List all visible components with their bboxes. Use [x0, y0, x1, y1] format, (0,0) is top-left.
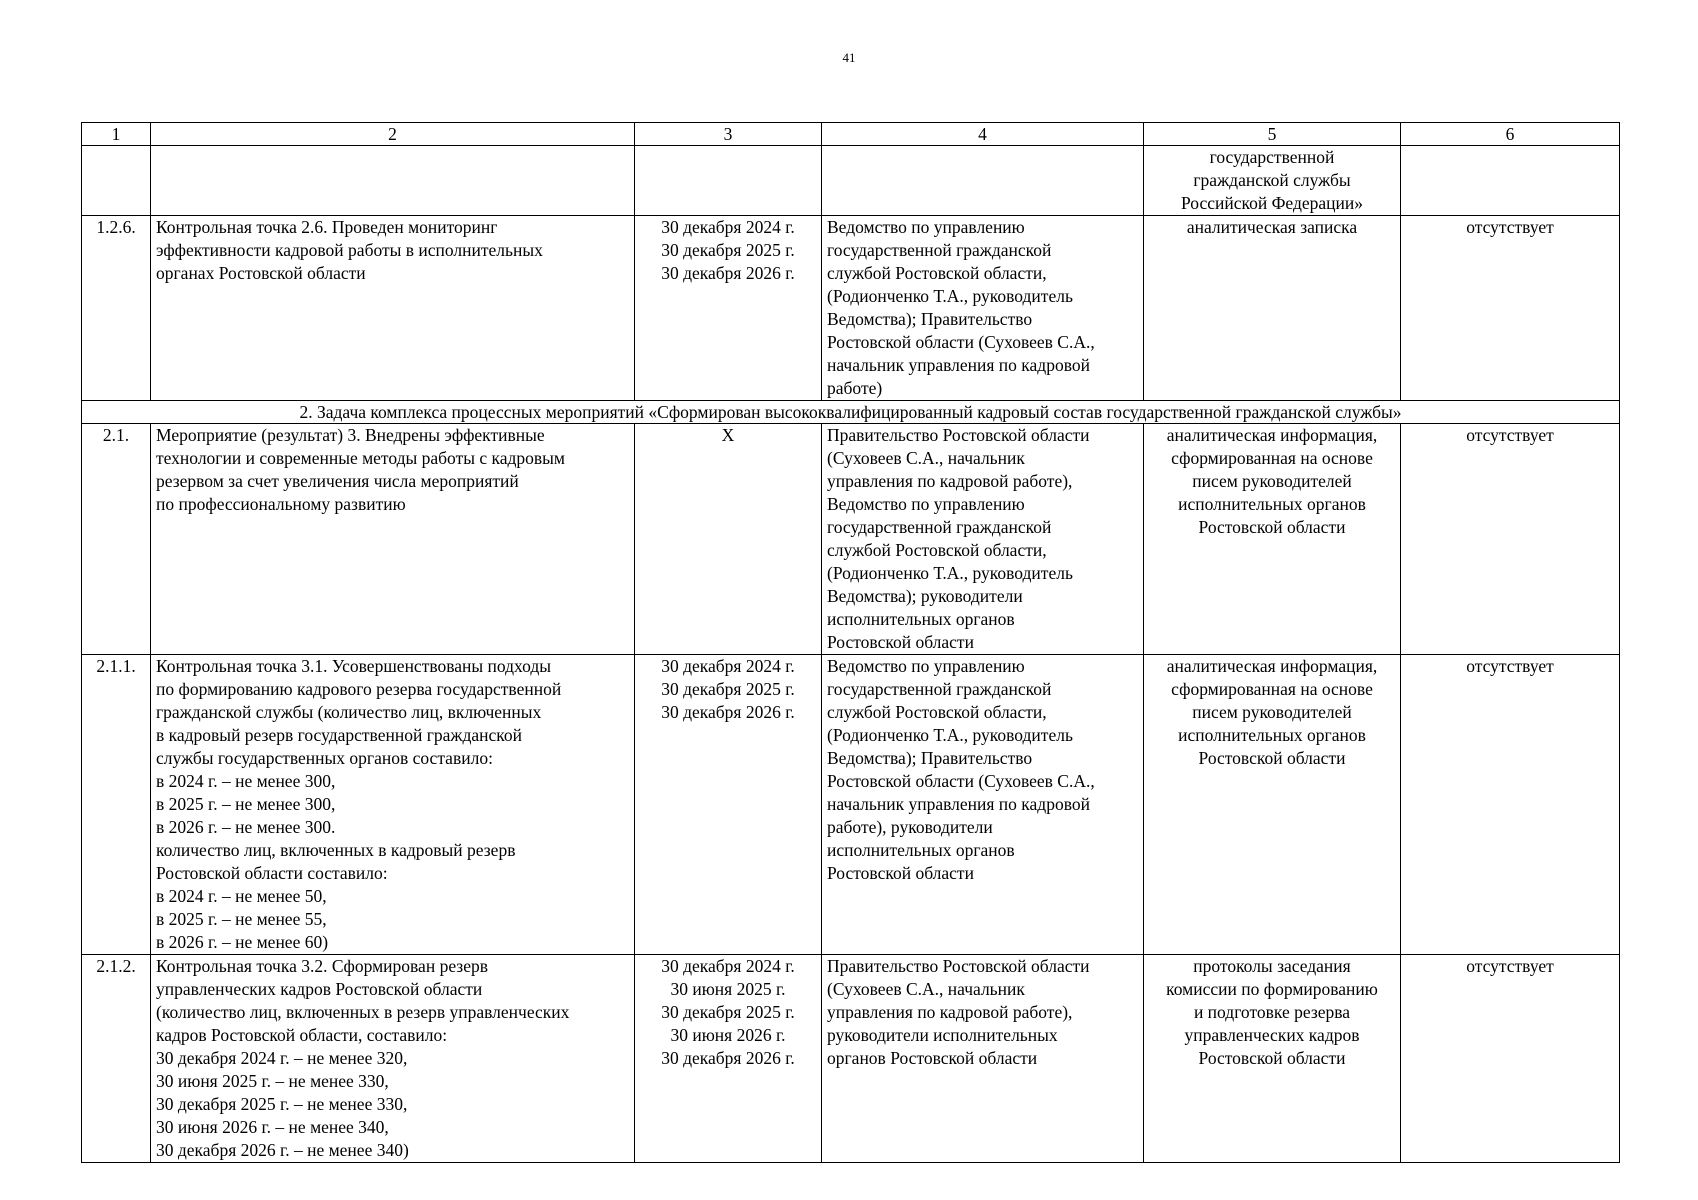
- responsible-line: работе): [827, 378, 883, 398]
- document-line: писем руководителей: [1192, 471, 1352, 491]
- document-line: исполнительных органов: [1178, 725, 1366, 745]
- description-line: Контрольная точка 2.6. Проведен мониторинг: [156, 217, 498, 237]
- description-line: 30 июня 2026 г. – не менее 340,: [156, 1117, 389, 1137]
- responsible-line: исполнительных органов: [827, 609, 1015, 629]
- date-line: 30 декабря 2025 г.: [661, 1002, 795, 1022]
- description-line: гражданской службы (количество лиц, включенных: [156, 702, 542, 722]
- column-number-row: [82, 123, 1620, 146]
- responsible-line: Правительство Ростовской области: [827, 956, 1090, 976]
- page-number: 41: [842, 50, 856, 65]
- description-line: 30 декабря 2026 г. – не менее 340): [156, 1140, 409, 1160]
- cell-dates: [635, 955, 822, 1163]
- cell-document: [1144, 424, 1401, 655]
- document-line: Ростовской области: [1198, 748, 1346, 768]
- column-number: 2: [151, 123, 635, 146]
- document-line: Российской Федерации»: [1180, 193, 1363, 213]
- document-line: сформированная на основе: [1171, 448, 1373, 468]
- description-line: 30 июня 2025 г. – не менее 330,: [156, 1071, 389, 1091]
- date-line: 30 июня 2025 г.: [670, 979, 786, 999]
- date-line: 30 декабря 2025 г.: [661, 679, 795, 699]
- responsible-line: Ростовской области (Суховеев С.А.,: [827, 332, 1095, 352]
- responsible-line: работе), руководители: [827, 817, 993, 837]
- description-line: эффективности кадровой работы в исполнительных: [156, 240, 543, 260]
- document-line: аналитическая информация,: [1166, 656, 1378, 676]
- description-line: Контрольная точка 3.1. Усовершенствованы подходы: [156, 656, 552, 676]
- description-line: количество лиц, включенных в кадровый резерв: [156, 840, 516, 860]
- description-line: в 2026 г. – не менее 300.: [156, 817, 336, 837]
- cell-description: [151, 955, 635, 1163]
- description-line: кадров Ростовской области, составило:: [156, 1025, 448, 1045]
- description-line: по формированию кадрового резерва государственной: [156, 679, 562, 699]
- responsible-line: Ведомства); Правительство: [827, 748, 1033, 768]
- document-line: протоколы заседания: [1193, 956, 1351, 976]
- responsible-line: (Родионченко Т.А., руководитель: [827, 286, 1073, 306]
- document-line: аналитическая информация,: [1166, 425, 1378, 445]
- date-line: 30 июня 2026 г.: [670, 1025, 786, 1045]
- description-line: Ростовской области составило:: [156, 863, 388, 883]
- column-number: 3: [635, 123, 822, 146]
- column-number: 6: [1401, 123, 1620, 146]
- date-line: 30 декабря 2025 г.: [661, 240, 795, 260]
- cell-document: [1144, 146, 1401, 216]
- cell-info: отсутствует: [1401, 424, 1620, 655]
- responsible-line: управления по кадровой работе),: [827, 1002, 1073, 1022]
- column-number: 1: [82, 123, 151, 146]
- cell-responsible: [822, 655, 1144, 955]
- cell-responsible: [822, 216, 1144, 401]
- description-line: (количество лиц, включенных в резерв управленческих: [156, 1002, 570, 1022]
- cell-dates: [635, 146, 822, 216]
- responsible-line: государственной гражданской: [827, 517, 1052, 537]
- date-line: 30 декабря 2024 г.: [661, 656, 795, 676]
- description-line: в кадровый резерв государственной гражданской: [156, 725, 523, 745]
- cell-responsible: [822, 955, 1144, 1163]
- table-row-2-1-1: [82, 655, 1620, 955]
- description-line: в 2025 г. – не менее 55,: [156, 909, 327, 929]
- document-line: гражданской службы: [1193, 170, 1351, 190]
- date-line: 30 декабря 2024 г.: [661, 217, 795, 237]
- description-line: в 2024 г. – не менее 300,: [156, 771, 336, 791]
- description-line: резервом за счет увеличения числа мероприятий: [156, 471, 519, 491]
- document-line: аналитическая записка: [1186, 217, 1358, 237]
- responsible-line: государственной гражданской: [827, 240, 1052, 260]
- responsible-line: Ростовской области: [827, 863, 974, 883]
- description-line: службы государственных органов составило:: [156, 748, 493, 768]
- cell-dates: [635, 216, 822, 401]
- cell-number: 2.1.2.: [82, 955, 151, 1163]
- description-line: технологии и современные методы работы с кадровым: [156, 448, 566, 468]
- responsible-line: руководители исполнительных: [827, 1025, 1058, 1045]
- section-title: 2. Задача комплекса процессных мероприятий «Сформирован высококвалифицированный кадровый состав государственной гражданской службы»: [82, 401, 1620, 424]
- document-line: Ростовской области: [1198, 1048, 1346, 1068]
- responsible-line: (Суховеев С.А., начальник: [827, 448, 1025, 468]
- date-line: X: [721, 425, 735, 445]
- table-row-1-2-6: [82, 216, 1620, 401]
- responsible-line: органов Ростовской области: [827, 1048, 1038, 1068]
- responsible-line: исполнительных органов: [827, 840, 1015, 860]
- description-line: в 2025 г. – не менее 300,: [156, 794, 336, 814]
- document-line: и подготовке резерва: [1193, 1002, 1351, 1022]
- cell-description: [151, 424, 635, 655]
- cell-responsible: [822, 146, 1144, 216]
- description-line: 30 декабря 2025 г. – не менее 330,: [156, 1094, 408, 1114]
- cell-info: [1401, 146, 1620, 216]
- section-header-row: [82, 401, 1620, 424]
- cell-info: отсутствует: [1401, 655, 1620, 955]
- cell-number: 2.1.: [82, 424, 151, 655]
- responsible-line: государственной гражданской: [827, 679, 1052, 699]
- cell-document: [1144, 955, 1401, 1163]
- description-line: по профессиональному развитию: [156, 494, 406, 514]
- responsible-line: Ведомство по управлению: [827, 656, 1025, 676]
- responsible-line: Правительство Ростовской области: [827, 425, 1090, 445]
- responsible-line: Ведомство по управлению: [827, 494, 1025, 514]
- description-line: 30 декабря 2024 г. – не менее 320,: [156, 1048, 408, 1068]
- column-number: 5: [1144, 123, 1401, 146]
- document-line: сформированная на основе: [1171, 679, 1373, 699]
- document-line: государственной: [1209, 147, 1335, 167]
- cell-info: отсутствует: [1401, 216, 1620, 401]
- description-line: органах Ростовской области: [156, 263, 366, 283]
- responsible-line: Ведомство по управлению: [827, 217, 1025, 237]
- cell-number: 2.1.1.: [82, 655, 151, 955]
- responsible-line: (Родионченко Т.А., руководитель: [827, 725, 1073, 745]
- responsible-line: службой Ростовской области,: [827, 263, 1047, 283]
- column-number: 4: [822, 123, 1144, 146]
- table-row-2-1-2: [82, 955, 1620, 1163]
- description-line: управленческих кадров Ростовской области: [156, 979, 483, 999]
- responsible-line: (Суховеев С.А., начальник: [827, 979, 1025, 999]
- cell-dates: [635, 424, 822, 655]
- responsible-line: начальник управления по кадровой: [827, 355, 1090, 375]
- document-line: управленческих кадров: [1184, 1025, 1360, 1045]
- date-line: 30 декабря 2026 г.: [661, 1048, 795, 1068]
- cell-dates: [635, 655, 822, 955]
- cell-description: [151, 655, 635, 955]
- description-line: Мероприятие (результат) 3. Внедрены эффективные: [156, 425, 545, 445]
- table-row-2-1: [82, 424, 1620, 655]
- cell-description: [151, 146, 635, 216]
- description-line: в 2024 г. – не менее 50,: [156, 886, 327, 906]
- description-line: Контрольная точка 3.2. Сформирован резерв: [156, 956, 488, 976]
- cell-info: отсутствует: [1401, 955, 1620, 1163]
- document-line: комиссии по формированию: [1166, 979, 1378, 999]
- description-line: в 2026 г. – не менее 60): [156, 932, 329, 952]
- table-row-continuation: [82, 146, 1620, 216]
- cell-description: [151, 216, 635, 401]
- responsible-line: Ведомства); Правительство: [827, 309, 1033, 329]
- cell-number: 1.2.6.: [82, 216, 151, 401]
- responsible-line: Ведомства); руководители: [827, 586, 1023, 606]
- cell-document: [1144, 216, 1401, 401]
- document-line: Ростовской области: [1198, 517, 1346, 537]
- date-line: 30 декабря 2026 г.: [661, 263, 795, 283]
- document-line: исполнительных органов: [1178, 494, 1366, 514]
- cell-number: [82, 146, 151, 216]
- document-line: писем руководителей: [1192, 702, 1352, 722]
- responsible-line: управления по кадровой работе),: [827, 471, 1073, 491]
- date-line: 30 декабря 2024 г.: [661, 956, 795, 976]
- cell-document: [1144, 655, 1401, 955]
- responsible-line: Ростовской области (Суховеев С.А.,: [827, 771, 1095, 791]
- responsible-line: начальник управления по кадровой: [827, 794, 1090, 814]
- date-line: 30 декабря 2026 г.: [661, 702, 795, 722]
- cell-responsible: [822, 424, 1144, 655]
- responsible-line: службой Ростовской области,: [827, 540, 1047, 560]
- responsible-line: Ростовской области: [827, 632, 974, 652]
- responsible-line: (Родионченко Т.А., руководитель: [827, 563, 1073, 583]
- plan-table: [81, 122, 1620, 1163]
- responsible-line: службой Ростовской области,: [827, 702, 1047, 722]
